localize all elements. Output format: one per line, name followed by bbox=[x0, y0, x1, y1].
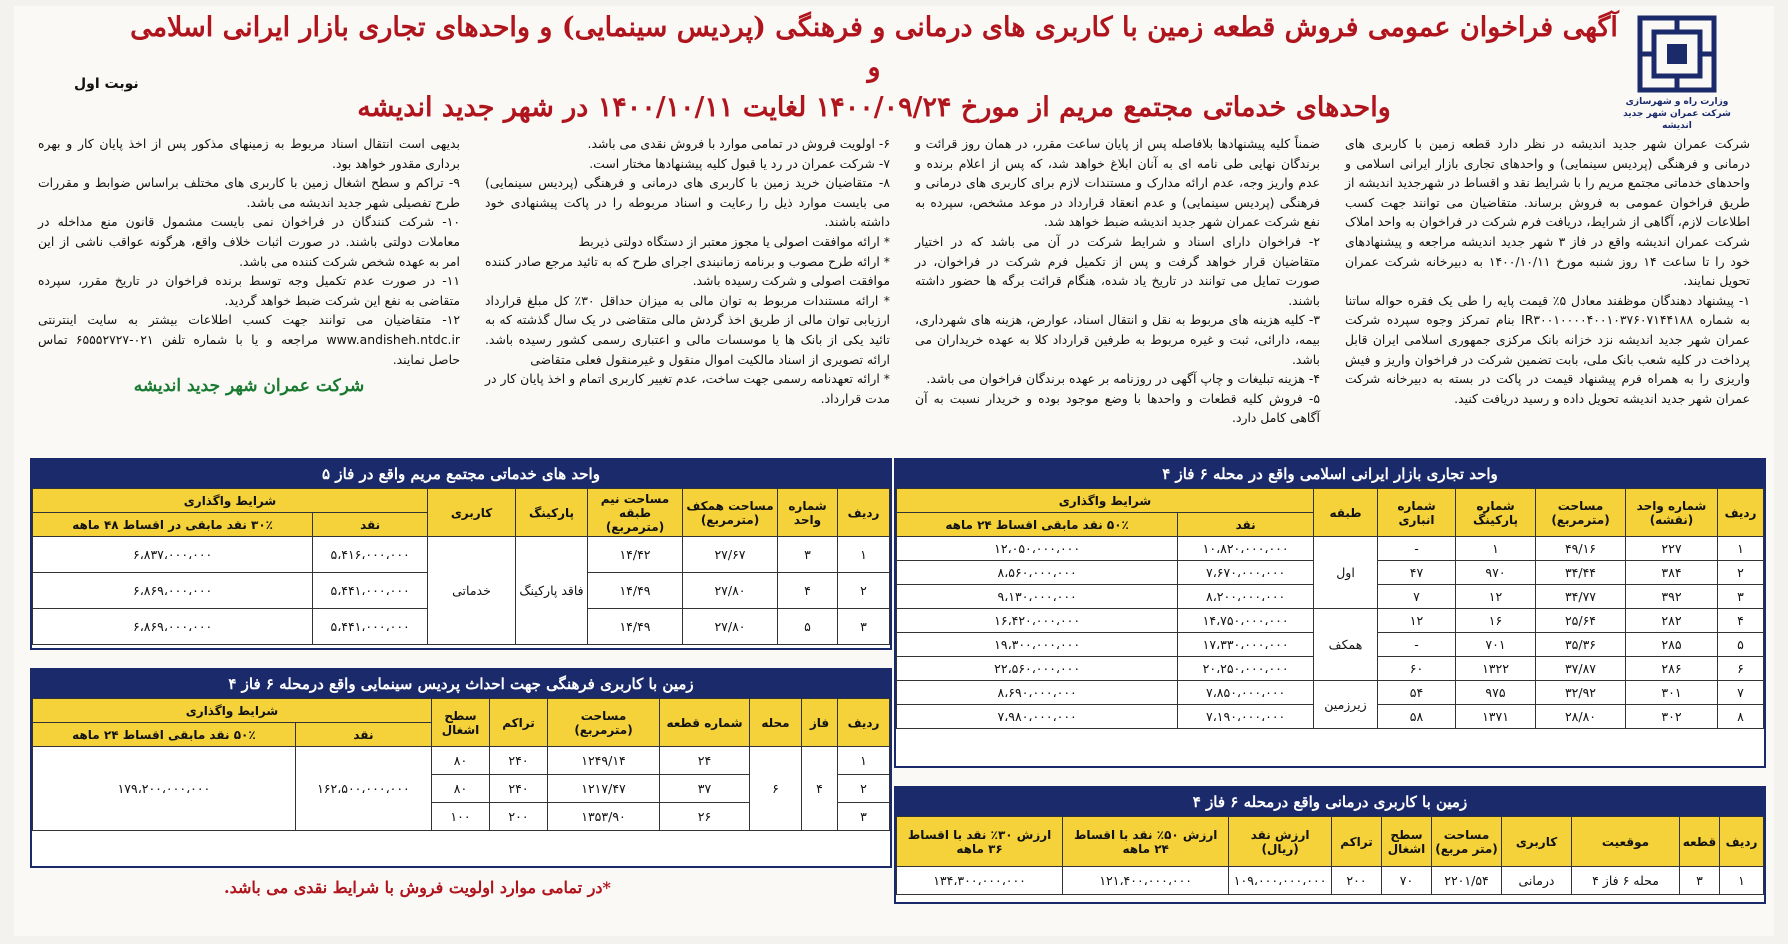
table-cell: ۱۲،۰۵۰،۰۰۰،۰۰۰ bbox=[897, 537, 1178, 561]
term-8-item-1: * ارائه موافقت اصولی یا مجوز معتبر از دستگاه دولتی ذیربط bbox=[578, 233, 890, 249]
terms-columns bbox=[38, 134, 1750, 464]
table-row bbox=[897, 537, 1764, 561]
table-cell: ۶،۸۶۹،۰۰۰،۰۰۰ bbox=[33, 573, 313, 609]
table-row bbox=[897, 681, 1764, 705]
floor-cell: همکف bbox=[1314, 609, 1378, 681]
col-header: سطح اشغال bbox=[1382, 817, 1432, 867]
table-cell: ۲۸۶ bbox=[1626, 657, 1718, 681]
col-header: ردیف bbox=[838, 489, 890, 537]
table-cell: ۳ bbox=[1718, 585, 1764, 609]
table-cell: ۱۲ bbox=[1456, 585, 1536, 609]
col-header: ارزش ۳۰٪ نقد با اقساط ۳۶ ماهه bbox=[897, 817, 1063, 867]
table-cell: ۲ bbox=[838, 573, 890, 609]
col-header: مساحت (مترمربع) bbox=[1536, 489, 1626, 537]
table-cell: ۷،۸۵۰،۰۰۰،۰۰۰ bbox=[1178, 681, 1314, 705]
table-cell: ۱۳۲۲ bbox=[1456, 657, 1536, 681]
table-cell: ۷۰ bbox=[1382, 867, 1432, 895]
ministry-logo bbox=[1612, 12, 1742, 131]
table-cell: ۱۲۱۷/۴۷ bbox=[548, 775, 660, 803]
term-11: ۱۱- در صورت عدم تکمیل وجه توسط برنده فراخوان در تاریخ مقرر، سپرده متقاضی به نفع این شرکت ضبط خواهد گردید. bbox=[38, 273, 460, 308]
table-cell: ۶،۸۳۷،۰۰۰،۰۰۰ bbox=[33, 537, 313, 573]
advertisement-page bbox=[14, 6, 1774, 936]
term-8-item-4: * ارائه تعهدنامه رسمی جهت ساخت، عدم تغییر کاربری اتمام و اخذ پایان کار در مدت قرارداد. bbox=[485, 371, 890, 406]
table-cell: ۱۴،۷۵۰،۰۰۰،۰۰۰ bbox=[1178, 609, 1314, 633]
col-header: تراکم bbox=[1332, 817, 1382, 867]
table-cell: - bbox=[1378, 633, 1456, 657]
table-cell: ۴۹/۱۶ bbox=[1536, 537, 1626, 561]
col-header: ۵۰٪ نقد مابقی اقساط ۲۴ ماهه bbox=[33, 723, 296, 747]
term-7: ۷- شرکت عمران در رد یا قبول کلیه پیشنهادها مختار است. bbox=[589, 155, 890, 171]
term-4: ۴- هزینه تبلیغات و چاپ آگهی در روزنامه بر عهده برندگان فراخوان می باشد. bbox=[926, 371, 1320, 387]
table-cell: ۱۷،۳۳۰،۰۰۰،۰۰۰ bbox=[1178, 633, 1314, 657]
table-cell: ۱۴/۴۲ bbox=[588, 537, 683, 573]
term-12: ۱۲- متقاضیان می توانند جهت کسب اطلاعات بیشتر به سایت اینترنتی www.andisheh.ntdc.ir مراجعه و یا با شماره تلفن ۰۲۱-۶۵۵۵۲۷۲۷ تماس حاصل نمایند. bbox=[38, 312, 461, 367]
terms-column-4 bbox=[38, 134, 460, 464]
table-cell: ۲۸۲ bbox=[1626, 609, 1718, 633]
table-cell: ۲۴۰ bbox=[490, 747, 548, 775]
table-cell: ۱۳۴،۳۰۰،۰۰۰،۰۰۰ bbox=[897, 867, 1063, 895]
term-3: ۳- کلیه هزینه های مربوط به نقل و انتقال اسناد، عوارض، هزینه های شهرداری، بیمه، دارائی، ثبت و غیره مربوط به طرفین قرارداد کلا به عهده خریداران می باشد. bbox=[915, 312, 1320, 367]
col-header: نقد bbox=[295, 723, 431, 747]
table-cell: ۲۰،۲۵۰،۰۰۰،۰۰۰ bbox=[1178, 657, 1314, 681]
term-8-item-2: * ارائه طرح مصوب و برنامه زمانبندی اجرای طرح که به تائید مرجع صادر کننده موافقت اصولی و شرکت رسیده باشد. bbox=[485, 253, 890, 289]
table-cell: ۶ bbox=[1718, 657, 1764, 681]
table-cell: ۲۸/۸۰ bbox=[1536, 705, 1626, 729]
table-cell: ۸۰ bbox=[432, 775, 490, 803]
table-cell: ۵ bbox=[778, 609, 838, 645]
table-cell: ۲۵/۶۴ bbox=[1536, 609, 1626, 633]
table-cell: ۵۸ bbox=[1378, 705, 1456, 729]
term-8: ۸- متقاضیان خرید زمین با کاربری های درمانی و فرهنگی (پردیس سینمایی) می بایست موارد ذیل را رعایت و اسناد مربوطه را در پاکت پیشنهادی خود داشته باشند. bbox=[485, 175, 890, 230]
table-cell: ۳ bbox=[838, 609, 890, 645]
term-1: ۱- پیشنهاد دهندگان موظفند معادل ۵٪ قیمت پایه را طی یک فقره حواله ساتنا به شماره IR۳۰۰۱۰۰۰۰۴۰۰۱۰۳۷۶۰۷۱۴۴۱۸۸ بنام تمرکز وجوه سپرده شرکت عمران شهر جدید اندیشه نزد خزانه بانک مرکزی جمهوری اسلامی ایران قابل پرداخت در کلیه شعب بانک ملی، بابت تضمین شرکت در فراخوان واریز و فیش واریزی را به همراه فرم پیشنهاد قیمت در پاکت در بسته به دبیرخانه شرکت عمران شهر جدید اندیشه تحویل داده و رسید دریافت کنید. bbox=[1345, 292, 1750, 406]
table-cell: ۱۲ bbox=[1378, 609, 1456, 633]
col-header: شرایط واگذاری bbox=[33, 489, 428, 513]
district-cell: ۶ bbox=[750, 747, 802, 831]
table-cell: ۴ bbox=[778, 573, 838, 609]
term-6: ۶- اولویت فروش در تمامی موارد با فروش نقدی می باشد. bbox=[587, 136, 890, 151]
term-10: ۱۰- شرکت کنندگان در فراخوان نمی بایست مشمول قانون منع مداخله در معاملات دولتی باشند. در صورت اثبات خلاف واقع، هرگونه عواقب ناشی از این امر به عهده شخص شرکت کننده می باشد. bbox=[38, 214, 460, 269]
table-cell: ۱۶،۴۲۰،۰۰۰،۰۰۰ bbox=[897, 609, 1178, 633]
table-row bbox=[33, 537, 890, 573]
col-header: پارکینگ bbox=[516, 489, 588, 537]
term-2: ۲- فراخوان دارای اسناد و شرایط شرکت در آن می باشد که در اختیار متقاضیان قرار خواهد گرفت و پس از تکمیل فرم شرکت در فراخوان، در صورت تمایل می توانند در تاریخ یاد شده، هنگام قرائت برگه ها حضور داشته باشند. bbox=[915, 233, 1320, 308]
table-cell: ۱۹،۳۰۰،۰۰۰،۰۰۰ bbox=[897, 633, 1178, 657]
cinema-land-title: زمین با کاربری فرهنگی جهت احداث پردیس سینمایی واقع درمحله ۶ فاز ۴ bbox=[32, 670, 890, 698]
commercial-units-table bbox=[894, 458, 1766, 768]
cinema-land-table bbox=[30, 668, 892, 868]
term-5: ۵- فروش کلیه قطعات و واحدها با وضع موجود بوده و خریدار نسبت به آن آگاهی کامل دارد. bbox=[915, 390, 1320, 426]
table-cell: ۵۴ bbox=[1378, 681, 1456, 705]
table-cell: ۳۴/۴۴ bbox=[1536, 561, 1626, 585]
col-header: ردیف bbox=[838, 699, 890, 747]
table-cell: ۳۷ bbox=[660, 775, 750, 803]
table-cell: ۹۷۰ bbox=[1456, 561, 1536, 585]
usage-cell: خدماتی bbox=[428, 537, 516, 645]
table-cell: ۱ bbox=[838, 537, 890, 573]
parking-cell: فاقد پارکینگ bbox=[516, 537, 588, 645]
col-header: شرایط واگذاری bbox=[33, 699, 432, 723]
table-cell: ۳ bbox=[838, 803, 890, 831]
phase-cell: ۴ bbox=[802, 747, 838, 831]
table-cell: ۳۷/۸۷ bbox=[1536, 657, 1626, 681]
table-cell: ۲۴۰ bbox=[490, 775, 548, 803]
terms-column-1 bbox=[1345, 134, 1750, 464]
table-row bbox=[33, 747, 890, 775]
col-header: شماره پارکینگ bbox=[1456, 489, 1536, 537]
table-cell: ۹،۱۳۰،۰۰۰،۰۰۰ bbox=[897, 585, 1178, 609]
col-header: شماره قطعه bbox=[660, 699, 750, 747]
table-cell: ۵ bbox=[1718, 633, 1764, 657]
title-line-2: واحدهای خدماتی مجتمع مریم از مورخ ۱۴۰۰/۰۹/۲۴ لغایت ۱۴۰۰/۱۰/۱۱ در شهر جدید اندیشه bbox=[357, 92, 1391, 123]
table-cell: ۳۵/۳۶ bbox=[1536, 633, 1626, 657]
term-notice: ضمناً کلیه پیشنهادها بلافاصله پس از پایان ساعت مقرر، در همان روز قرائت و برندگان نهایی طی نامه ای به آنان ابلاغ خواهد شد، که پس از اعلام برنده و عدم واریز وجه، عدم ارائه مدارک و مستندات لازم برای کاربری های درمانی و فرهنگی (پردیس سینمایی) و عدم انعقاد قرارداد در موعد مشخص، سپرده به نفع شرکت عمران شهر جدید اندیشه ضبط خواهد شد. bbox=[915, 136, 1320, 230]
table-cell: ۷،۶۷۰،۰۰۰،۰۰۰ bbox=[1178, 561, 1314, 585]
service-units-grid bbox=[32, 488, 890, 645]
cash-priority-note: *در تمامی موارد اولویت فروش با شرایط نقدی می باشد. bbox=[224, 878, 611, 897]
logo-text-2: شرکت عمران شهر جدید اندیشه bbox=[1623, 109, 1731, 131]
col-header: کاربری bbox=[1502, 817, 1572, 867]
ad-title bbox=[124, 8, 1624, 128]
title-line-1: آگهی فراخوان عمومی فروش قطعه زمین با کاربری های درمانی و فرهنگی (پردیس سینمایی) و واحدهای تجاری بازار ایرانی اسلامی و bbox=[130, 12, 1618, 83]
table-cell: ۱۴/۴۹ bbox=[588, 609, 683, 645]
table-cell: ۷ bbox=[1378, 585, 1456, 609]
medical-land-title: زمین با کاربری درمانی واقع درمحله ۶ فاز ۴ bbox=[896, 788, 1764, 816]
table-cell: ۲۶ bbox=[660, 803, 750, 831]
term-9: ۹- تراکم و سطح اشغال زمین با کاربری های مختلف براساس ضوابط و مقررات طرح تفصیلی شهر جدید اندیشه می باشد. bbox=[38, 175, 460, 210]
table-cell: ۲ bbox=[838, 775, 890, 803]
table-cell: ۱ bbox=[1718, 537, 1764, 561]
col-header: سطح اشغال bbox=[432, 699, 490, 747]
company-signature: شرکت عمران شهر جدید اندیشه bbox=[133, 376, 365, 397]
table-cell: ۸،۵۶۰،۰۰۰،۰۰۰ bbox=[897, 561, 1178, 585]
logo-emblem-icon bbox=[1632, 12, 1722, 96]
table-cell: ۱ bbox=[1720, 867, 1764, 895]
col-header: طبقه bbox=[1314, 489, 1378, 537]
table-cell: ۸،۶۹۰،۰۰۰،۰۰۰ bbox=[897, 681, 1178, 705]
table-cell: ۱۳۵۳/۹۰ bbox=[548, 803, 660, 831]
col-header: ۳۰٪ نقد مابقی در اقساط ۴۸ ماهه bbox=[33, 513, 313, 537]
service-units-title: واحد های خدماتی مجتمع مریم واقع در فاز ۵ bbox=[32, 460, 890, 488]
term-8-item-3: * ارائه مستندات مربوط به توان مالی به میزان حداقل ۳۰٪ کل مبلغ قرارداد ارزیابی توان مالی از طریق اخذ گردش مالی متقاضی در یک سال گذشته که به تائید یکی از بانک ها یا موسسات مالی و اعتباری رسمی کشور رسیده باشد. ارائه تصویری از اسناد مالکیت اموال منقول و غیرمنقول فعلی متقاضی bbox=[485, 292, 890, 367]
table-cell: ۳۰۲ bbox=[1626, 705, 1718, 729]
table-cell: ۸۰ bbox=[432, 747, 490, 775]
col-header: شماره واحد bbox=[778, 489, 838, 537]
table-cell: ۶،۸۶۹،۰۰۰،۰۰۰ bbox=[33, 609, 313, 645]
round-label: نوبت اول bbox=[74, 76, 139, 92]
table-row bbox=[897, 867, 1764, 895]
table-cell: ۱ bbox=[838, 747, 890, 775]
cash-cell: ۱۶۲،۵۰۰،۰۰۰،۰۰۰ bbox=[295, 747, 431, 831]
table-cell: ۳۸۴ bbox=[1626, 561, 1718, 585]
table-cell: - bbox=[1378, 537, 1456, 561]
col-header: کاربری bbox=[428, 489, 516, 537]
table-cell: ۱۰۹،۰۰۰،۰۰۰،۰۰۰ bbox=[1229, 867, 1332, 895]
table-cell: ۳۴/۷۷ bbox=[1536, 585, 1626, 609]
medical-land-table bbox=[894, 786, 1766, 904]
table-cell: ۵،۴۴۱،۰۰۰،۰۰۰ bbox=[313, 609, 428, 645]
col-header: شرایط واگذاری bbox=[897, 489, 1314, 513]
table-cell: ۱ bbox=[1456, 537, 1536, 561]
commercial-units-title: واحد تجاری بازار ایرانی اسلامی واقع در محله ۶ فاز ۴ bbox=[896, 460, 1764, 488]
col-header: ردیف bbox=[1720, 817, 1764, 867]
col-header: فاز bbox=[802, 699, 838, 747]
cinema-land-grid bbox=[32, 698, 890, 831]
table-cell: ۲۸۵ bbox=[1626, 633, 1718, 657]
term-note: بدیهی است انتقال اسناد مربوط به زمینهای مذکور پس از اخذ پایان کار و بهره برداری مقدور خواهد بود. bbox=[38, 136, 460, 171]
table-cell: ۱۴/۴۹ bbox=[588, 573, 683, 609]
col-header: محله bbox=[750, 699, 802, 747]
table-cell: ۶۰ bbox=[1378, 657, 1456, 681]
floor-cell: زیرزمین bbox=[1314, 681, 1378, 729]
col-header: مساحت (متر مربع) bbox=[1432, 817, 1502, 867]
col-header: نقد bbox=[313, 513, 428, 537]
terms-column-3 bbox=[485, 134, 890, 464]
table-cell: ۳۲/۹۲ bbox=[1536, 681, 1626, 705]
table-cell: ۷۰۱ bbox=[1456, 633, 1536, 657]
table-cell: ۲۰۰ bbox=[1332, 867, 1382, 895]
table-cell: ۲۲،۵۶۰،۰۰۰،۰۰۰ bbox=[897, 657, 1178, 681]
col-header: نقد bbox=[1178, 513, 1314, 537]
table-cell: محله ۶ فاز ۴ bbox=[1572, 867, 1680, 895]
table-cell: ۷،۹۸۰،۰۰۰،۰۰۰ bbox=[897, 705, 1178, 729]
table-cell: ۳۹۲ bbox=[1626, 585, 1718, 609]
table-cell: ۱۳۷۱ bbox=[1456, 705, 1536, 729]
table-cell: ۵،۴۴۱،۰۰۰،۰۰۰ bbox=[313, 573, 428, 609]
table-cell: ۲۰۰ bbox=[490, 803, 548, 831]
table-cell: ۲۲۷ bbox=[1626, 537, 1718, 561]
service-units-table bbox=[30, 458, 892, 650]
col-header: مساحت (مترمربع) bbox=[548, 699, 660, 747]
col-header: ارزش نقد (ریال) bbox=[1229, 817, 1332, 867]
table-row bbox=[897, 609, 1764, 633]
table-cell: ۲ bbox=[1718, 561, 1764, 585]
table-cell: ۱۲۱،۴۰۰،۰۰۰،۰۰۰ bbox=[1063, 867, 1229, 895]
table-cell: ۲۷/۶۷ bbox=[683, 537, 778, 573]
col-header: مساحت نیم طبقه (مترمربع) bbox=[588, 489, 683, 537]
table-cell: ۲۷/۸۰ bbox=[683, 609, 778, 645]
col-header: قطعه bbox=[1680, 817, 1720, 867]
table-cell: ۳ bbox=[1680, 867, 1720, 895]
table-cell: ۱۰۰ bbox=[432, 803, 490, 831]
table-cell: ۹۷۵ bbox=[1456, 681, 1536, 705]
table-cell: ۱۰،۸۲۰،۰۰۰،۰۰۰ bbox=[1178, 537, 1314, 561]
table-cell: ۱۲۴۹/۱۴ bbox=[548, 747, 660, 775]
logo-text-1: وزارت راه و شهرسازی bbox=[1625, 97, 1729, 107]
medical-land-grid bbox=[896, 816, 1764, 895]
intro-paragraph: شرکت عمران شهر جدید اندیشه در نظر دارد قطعه زمین با کاربری های درمانی و فرهنگی (پردیس سینمایی) و واحدهای تجاری بازار ایرانی اسلامی و واحدهای خدماتی مجتمع مریم را با شرایط نقد و اقساط در شهرجدید اندیشه از طریق فراخوان عمومی به فروش برساند. متقاضیان می توانند جهت کسب اطلاعات لازم، آگاهی از شرایط، دریافت فرم شرکت در فراخوان به واحد املاک شرکت عمران اندیشه واقع در فاز ۳ شهر جدید اندیشه مراجعه و پیشنهادهای خود را تا ساعت ۱۴ روز شنبه مورخ ۱۴۰۰/۱۰/۱۱ به دبیرخانه شرکت عمران تحویل نمایند. bbox=[1345, 136, 1750, 289]
terms-column-2 bbox=[915, 134, 1320, 464]
table-cell: درمانی bbox=[1502, 867, 1572, 895]
col-header: ۵۰٪ نقد مابقی اقساط ۲۴ ماهه bbox=[897, 513, 1178, 537]
col-header: شماره انباری bbox=[1378, 489, 1456, 537]
commercial-units-grid bbox=[896, 488, 1764, 729]
installment-cell: ۱۷۹،۲۰۰،۰۰۰،۰۰۰ bbox=[33, 747, 296, 831]
table-cell: ۲۷/۸۰ bbox=[683, 573, 778, 609]
table-cell: ۴ bbox=[1718, 609, 1764, 633]
col-header: مساحت همکف (مترمربع) bbox=[683, 489, 778, 537]
table-cell: ۲۲۰۱/۵۴ bbox=[1432, 867, 1502, 895]
table-cell: ۱۶ bbox=[1456, 609, 1536, 633]
table-cell: ۷،۱۹۰،۰۰۰،۰۰۰ bbox=[1178, 705, 1314, 729]
col-header: ردیف bbox=[1718, 489, 1764, 537]
col-header: ارزش ۵۰٪ نقد با اقساط ۲۴ ماهه bbox=[1063, 817, 1229, 867]
table-cell: ۲۴ bbox=[660, 747, 750, 775]
col-header: شماره واحد (نقشه) bbox=[1626, 489, 1718, 537]
table-cell: ۸،۲۰۰،۰۰۰،۰۰۰ bbox=[1178, 585, 1314, 609]
floor-cell: اول bbox=[1314, 537, 1378, 609]
table-cell: ۵،۴۱۶،۰۰۰،۰۰۰ bbox=[313, 537, 428, 573]
table-cell: ۳۰۱ bbox=[1626, 681, 1718, 705]
col-header: تراکم bbox=[490, 699, 548, 747]
table-cell: ۷ bbox=[1718, 681, 1764, 705]
table-cell: ۴۷ bbox=[1378, 561, 1456, 585]
table-cell: ۳ bbox=[778, 537, 838, 573]
table-cell: ۸ bbox=[1718, 705, 1764, 729]
col-header: موقعیت bbox=[1572, 817, 1680, 867]
